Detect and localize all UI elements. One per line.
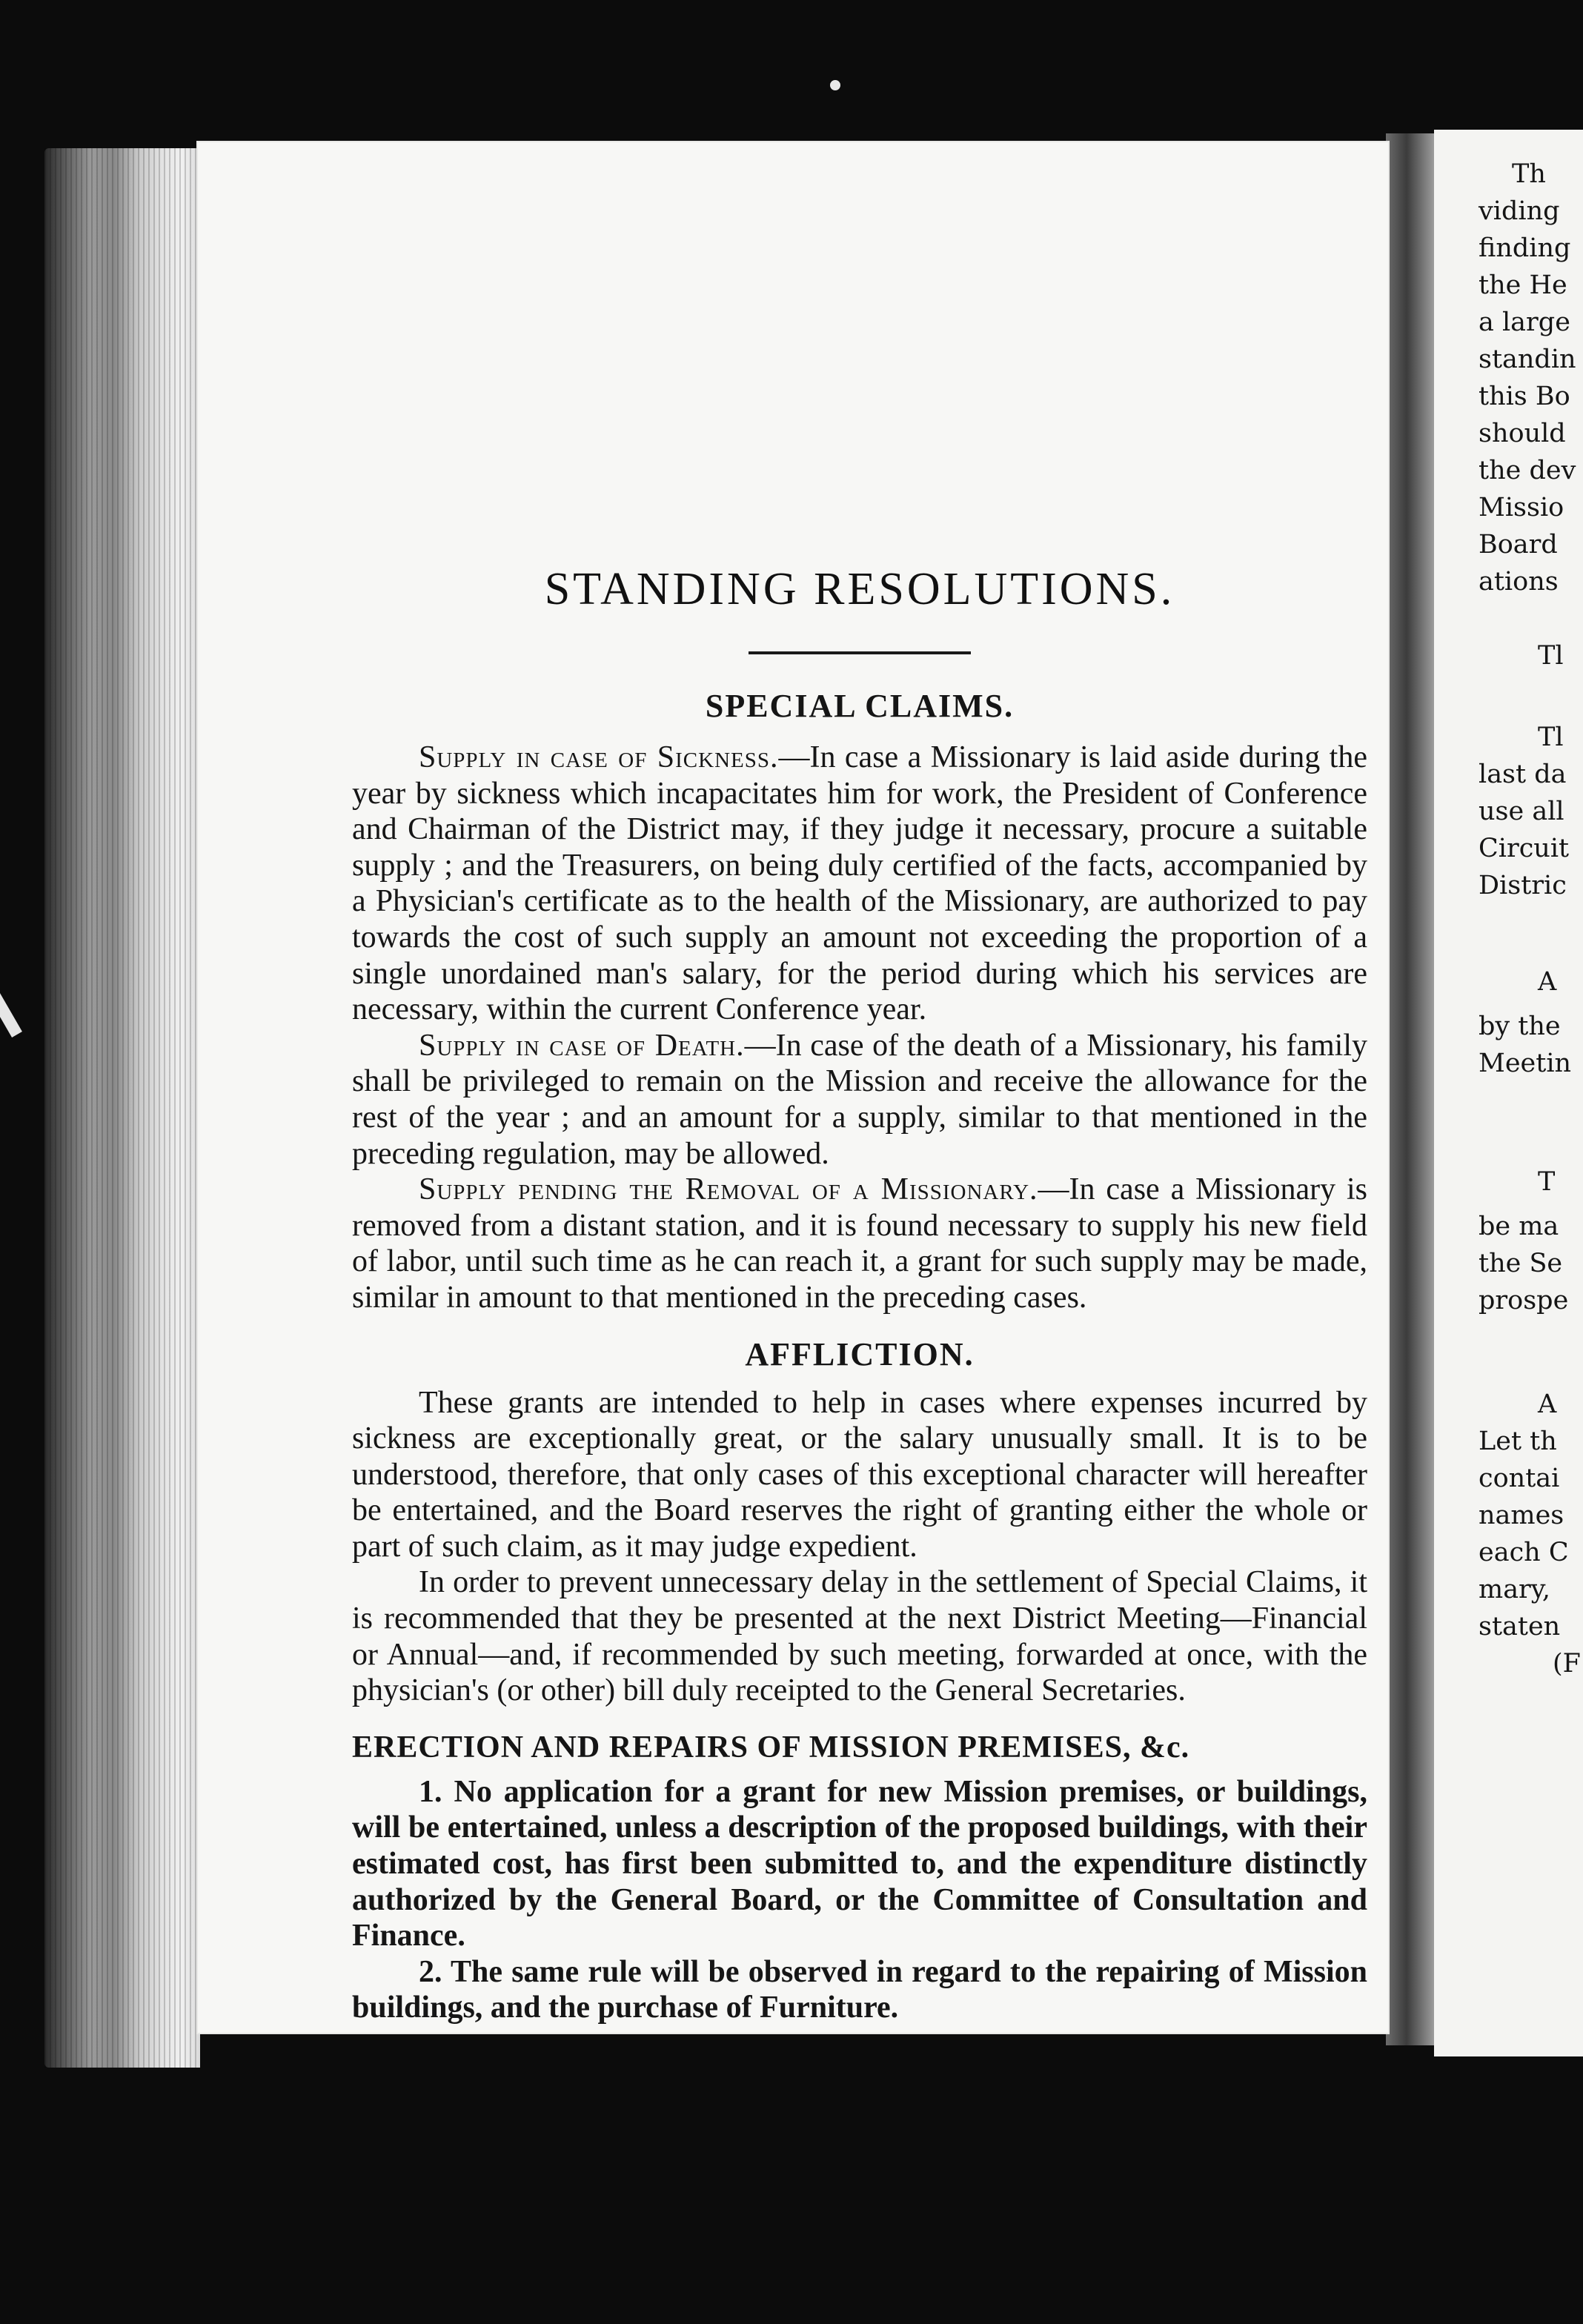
adjacent-line: by the	[1479, 1012, 1561, 1041]
paragraph-affliction-grants: These grants are intended to help in cases where expenses incurred by sickness are exceptionally great, or the salary unusually small. It is to be understood, therefore, that only cases of this exceptional character will hereafter be entertained, and the Board reserves the right of granting either the whole or part of such claim, as it may judge expedient.	[352, 1385, 1367, 1564]
adjacent-line: a large	[1479, 308, 1570, 337]
adjacent-line: T	[1538, 1167, 1556, 1197]
adjacent-line: A	[1538, 1390, 1557, 1419]
paragraph-sickness	[352, 740, 1367, 1028]
adjacent-line: Meetin	[1479, 1049, 1572, 1078]
adjacent-line: Let th	[1479, 1427, 1557, 1456]
adjacent-line: last da	[1479, 760, 1567, 789]
scan-speck	[830, 80, 840, 90]
adjacent-line: each C	[1479, 1538, 1569, 1567]
section-heading-premises: ERECTION AND REPAIRS OF MISSION PREMISES, &c.	[352, 1730, 1190, 1764]
paragraph-text: —In case a Missionary is laid aside during the year by sickness which incapacitates him for work, the President of Conference and Chairman of the District may, if they judge it necessary, procure a suitable supply ; and the Treasurers, on being duly certified of the facts, accompanied by a Physician's certificate as to the health of the Missionary, are authorized to pay towards the cost of such supply an amount not exceeding the proportion of a single unordained man's salary, for the period during which his services are necessary, within the current Conference year.	[352, 740, 1367, 1027]
adjacent-line: use all	[1479, 797, 1564, 826]
paragraph-lead: Supply in case of Sickness.	[419, 740, 779, 774]
premises-rule-1: 1. No application for a grant for new Mission premises, or buildings, will be entertained, unless a description of the proposed buildings, with their estimated cost, has first been submitted to, and the expenditure distinctly authorized by the General Board, or the Committee of Consultation and Finance.	[352, 1774, 1367, 1953]
adjacent-line: the He	[1479, 270, 1567, 300]
adjacent-line: prospe	[1479, 1286, 1569, 1315]
scan-mark	[0, 993, 22, 1038]
premises-rule-2: 2. The same rule will be observed in regard to the repairing of Mission buildings, and the purchase of Furniture.	[352, 1954, 1367, 2025]
adjacent-line: should	[1479, 419, 1566, 448]
adjacent-line: names	[1479, 1501, 1564, 1530]
paragraph-removal	[352, 1172, 1367, 1315]
adjacent-line: Th	[1512, 159, 1546, 189]
adjacent-line: the dev	[1479, 456, 1576, 485]
adjacent-line: staten	[1479, 1612, 1561, 1641]
paragraph-death	[352, 1028, 1367, 1172]
page-content	[352, 296, 1367, 2026]
adjacent-line: finding	[1479, 233, 1571, 263]
premises-rules	[352, 1774, 1367, 2026]
adjacent-line: Tl	[1538, 723, 1564, 752]
book-fore-edge	[44, 148, 200, 2068]
adjacent-line: viding	[1479, 196, 1560, 226]
adjacent-line: Missio	[1479, 493, 1564, 522]
page-title: STANDING RESOLUTIONS.	[544, 564, 1175, 614]
gutter-shadow	[1386, 133, 1438, 2045]
paragraph-affliction-delay: In order to prevent unnecessary delay in the settlement of Special Claims, it is recommended that they be presented at the next District Meeting—Financial or Annual—and, if recommended by such meeting, forwarded at once, with the physician's (or other) bill duly receipted to the General Secretaries.	[352, 1565, 1367, 1708]
adjacent-line: mary,	[1479, 1575, 1551, 1604]
adjacent-line: this Bo	[1479, 382, 1570, 411]
title-rule	[749, 651, 971, 654]
paragraph-text: —In case a Missionary is removed from a distant station, and it is found necessary to supply his new field of labor, until such time as he can reach it, a grant for such supply may be made, similar in amount to that mentioned in the preceding cases.	[352, 1172, 1368, 1315]
adjacent-line: be ma	[1479, 1212, 1559, 1241]
paragraph-text: —In case of the death of a Missionary, his family shall be privileged to remain on the Mission and receive the allowance for the rest of the year ; and an amount for a supply, similar to that mentioned in the preceding regulation, may be allowed.	[352, 1028, 1368, 1171]
section-heading-special-claims: SPECIAL CLAIMS.	[705, 688, 1015, 724]
adjacent-page	[1434, 130, 1583, 2056]
adjacent-line: the Se	[1479, 1249, 1563, 1278]
paragraph-lead: Supply pending the Removal of a Missionary.	[419, 1172, 1038, 1207]
adjacent-line: Distric	[1479, 871, 1567, 900]
adjacent-line: A	[1538, 967, 1557, 997]
paragraph-lead: Supply in case of Death.	[419, 1028, 745, 1063]
adjacent-line: standin	[1479, 345, 1576, 374]
document-page	[196, 141, 1390, 2034]
adjacent-line: (F	[1553, 1649, 1581, 1679]
adjacent-line: Board	[1479, 530, 1558, 560]
section-heading-affliction: AFFLICTION.	[745, 1335, 975, 1372]
adjacent-line: Tl	[1538, 641, 1564, 671]
adjacent-line: Circuit	[1479, 834, 1570, 863]
adjacent-line: ations	[1479, 567, 1559, 597]
adjacent-line: contai	[1479, 1464, 1560, 1493]
